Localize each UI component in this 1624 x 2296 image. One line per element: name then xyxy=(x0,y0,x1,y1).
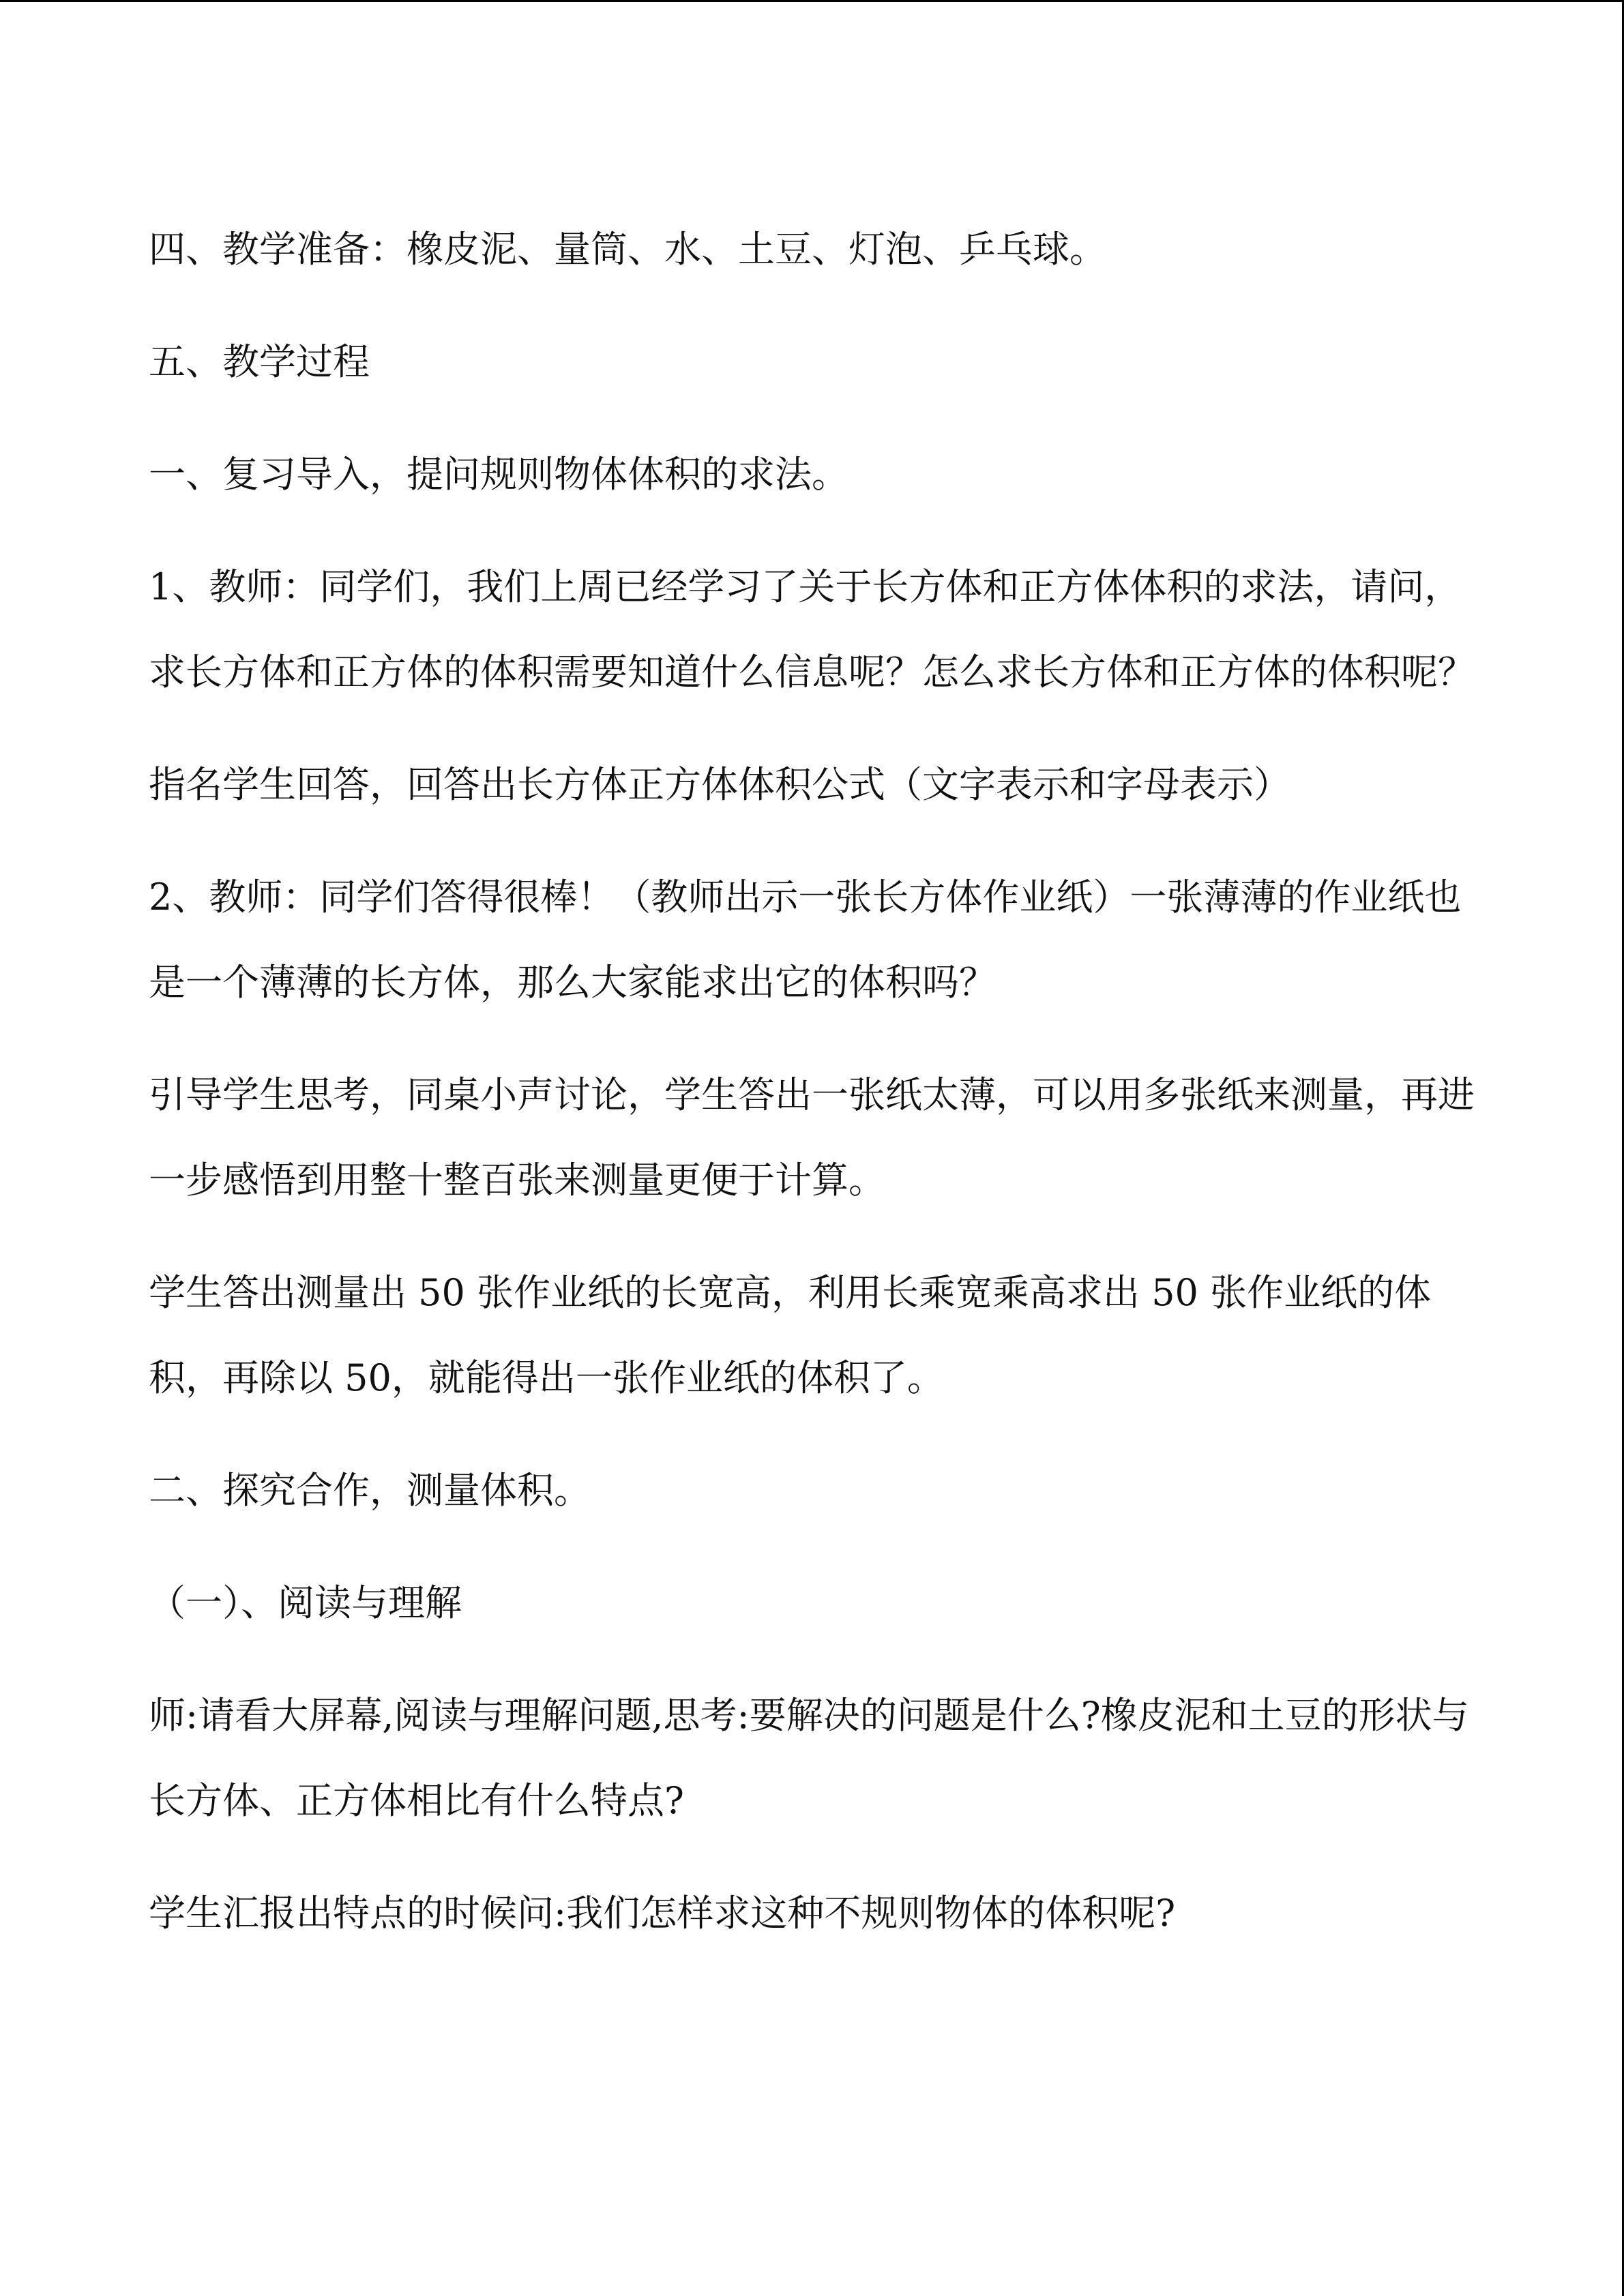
paragraph-teacher-reading-prompt: 师:请看大屏幕,阅读与理解问题,思考:要解决的问题是什么?橡皮泥和土豆的形状与长方体、正方体相比有什么特点? xyxy=(149,1694,1469,1822)
paragraph-review-intro-heading: 一、复习导入，提问规则物体体积的求法。 xyxy=(149,453,848,496)
paragraph-teacher-question-1: 1、教师：同学们，我们上周已经学习了关于长方体和正方体体积的求法，请问，求长方体和正方体的体积需要知道什么信息呢？怎么求长方体和正方体的体积呢？ xyxy=(149,565,1475,694)
paragraph-guide-discussion: 引导学生思考，同桌小声讨论，学生答出一张纸太薄，可以用多张纸来测量，再进一步感悟到用整十整百张来测量更便于计算。 xyxy=(149,1073,1475,1202)
paragraph-teacher-question-2: 2、教师：同学们答得很棒！（教师出示一张长方体作业纸）一张薄薄的作业纸也是一个薄薄的长方体，那么大家能求出它的体积吗？ xyxy=(149,876,1462,1004)
paragraph-teaching-process-heading: 五、教学过程 xyxy=(149,340,370,383)
paragraph-student-answer-2: 学生答出测量出 50 张作业纸的长宽高，利用长乘宽乘高求出 50 张作业纸的体积，再除以 50，就能得出一张作业纸的体积了。 xyxy=(149,1271,1432,1399)
paragraph-reading-subheading: （一）、阅读与理解 xyxy=(149,1581,462,1624)
paragraph-student-answer-1: 指名学生回答，回答出长方体正方体体积公式（文字表示和字母表示） xyxy=(149,763,1290,806)
paragraph-explore-heading: 二、探究合作，测量体积。 xyxy=(149,1469,591,1512)
document-body xyxy=(149,207,1486,1983)
paragraph-teaching-preparation: 四、教学准备：橡皮泥、量筒、水、土豆、灯泡、乒乓球。 xyxy=(149,228,1106,271)
paragraph-student-report: 学生汇报出特点的时候问:我们怎样求这种不规则物体的体积呢? xyxy=(149,1892,1176,1935)
